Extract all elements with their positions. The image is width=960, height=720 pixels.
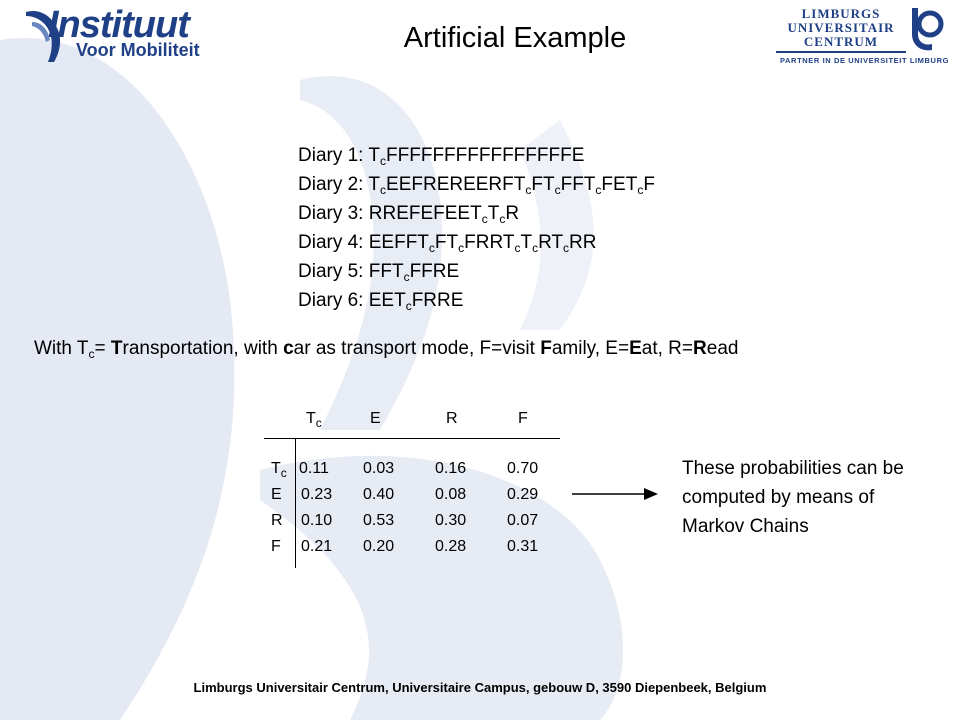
logo-instituut-voor-mobiliteit (22, 6, 222, 64)
matrix-cell: 0.07 (507, 512, 539, 529)
matrix-cell: 0.28 (435, 538, 467, 555)
matrix-row-rule (295, 438, 296, 568)
matrix-header-rule (264, 438, 560, 439)
matrix-row-label: $T_c$ (271, 460, 287, 480)
matrix-cell: 0.53 (363, 512, 395, 529)
diary-line: Diary 3: $RREFEFEET_cT_cR$ (298, 203, 520, 226)
logo-right-line1: LIMBURGS (801, 6, 881, 21)
matrix-cell: 0.16 (435, 460, 467, 477)
matrix-cell: 0.40 (363, 486, 395, 503)
legend-text: With $T_c=$ Transportation, with car as transport mode, F=visit Family, E=Eat, R=Read (34, 338, 739, 361)
diary-line: Diary 1: $T_cFFFFFFFFFFFFFFFFE$ (298, 145, 585, 168)
matrix-col-header: R (446, 410, 458, 427)
matrix-cell: 0.31 (507, 538, 539, 555)
matrix-cell: 0.03 (363, 460, 395, 477)
footer-address: Limburgs Universitair Centrum, Universitaire Campus, gebouw D, 3590 Diepenbeek, Belgium (193, 680, 767, 695)
matrix-cell: 0.08 (435, 486, 467, 503)
logo-right-line2: UNIVERSITAIR (787, 20, 895, 35)
matrix-cell: 0.11 (299, 460, 329, 477)
logo-right-tagline: PARTNER IN DE UNIVERSITEIT LIMBURG (780, 56, 950, 65)
logo-emblem-icon (904, 6, 944, 54)
matrix-cell: 0.23 (301, 486, 333, 503)
matrix-cell: 0.30 (435, 512, 467, 529)
matrix-cell: 0.29 (507, 486, 539, 503)
diary-line: Diary 4: $EEFFT_cFT_cFRRT_cT_cRT_cRR$ (298, 232, 597, 255)
diary-line: Diary 2: $T_cEEFREREERFT_cFT_cFFT_cFET_cF$ (298, 174, 655, 197)
logo-right-line3: CENTRUM (803, 34, 879, 49)
matrix-row-label: R (271, 512, 283, 529)
matrix-row-label: F (271, 538, 281, 555)
matrix-cell: 0.70 (507, 460, 539, 477)
matrix-col-header: F (518, 410, 528, 427)
logo-left-line1: Instituut (48, 4, 189, 46)
slide-title: Artificial Example (403, 22, 627, 54)
matrix-row-label: E (271, 486, 282, 503)
diary-line: Diary 5: $FFT_cFFRE$ (298, 261, 460, 284)
matrix-col-header: E (370, 410, 381, 427)
matrix-cell: 0.21 (301, 538, 333, 555)
arrow-right-icon (570, 484, 660, 504)
matrix-col-header: $T_c$ (306, 410, 322, 430)
logo-left-line2: Voor Mobiliteit (76, 40, 200, 60)
matrix-cell: 0.10 (301, 512, 333, 529)
markov-note: These probabilities can be computed by means of Markov Chains (682, 458, 904, 537)
logo-limburgs-universitair-centrum (776, 6, 950, 68)
diary-line: Diary 6: $EET_cFRRE$ (298, 290, 464, 313)
matrix-cell: 0.20 (363, 538, 395, 555)
logo-right-divider (776, 51, 906, 53)
